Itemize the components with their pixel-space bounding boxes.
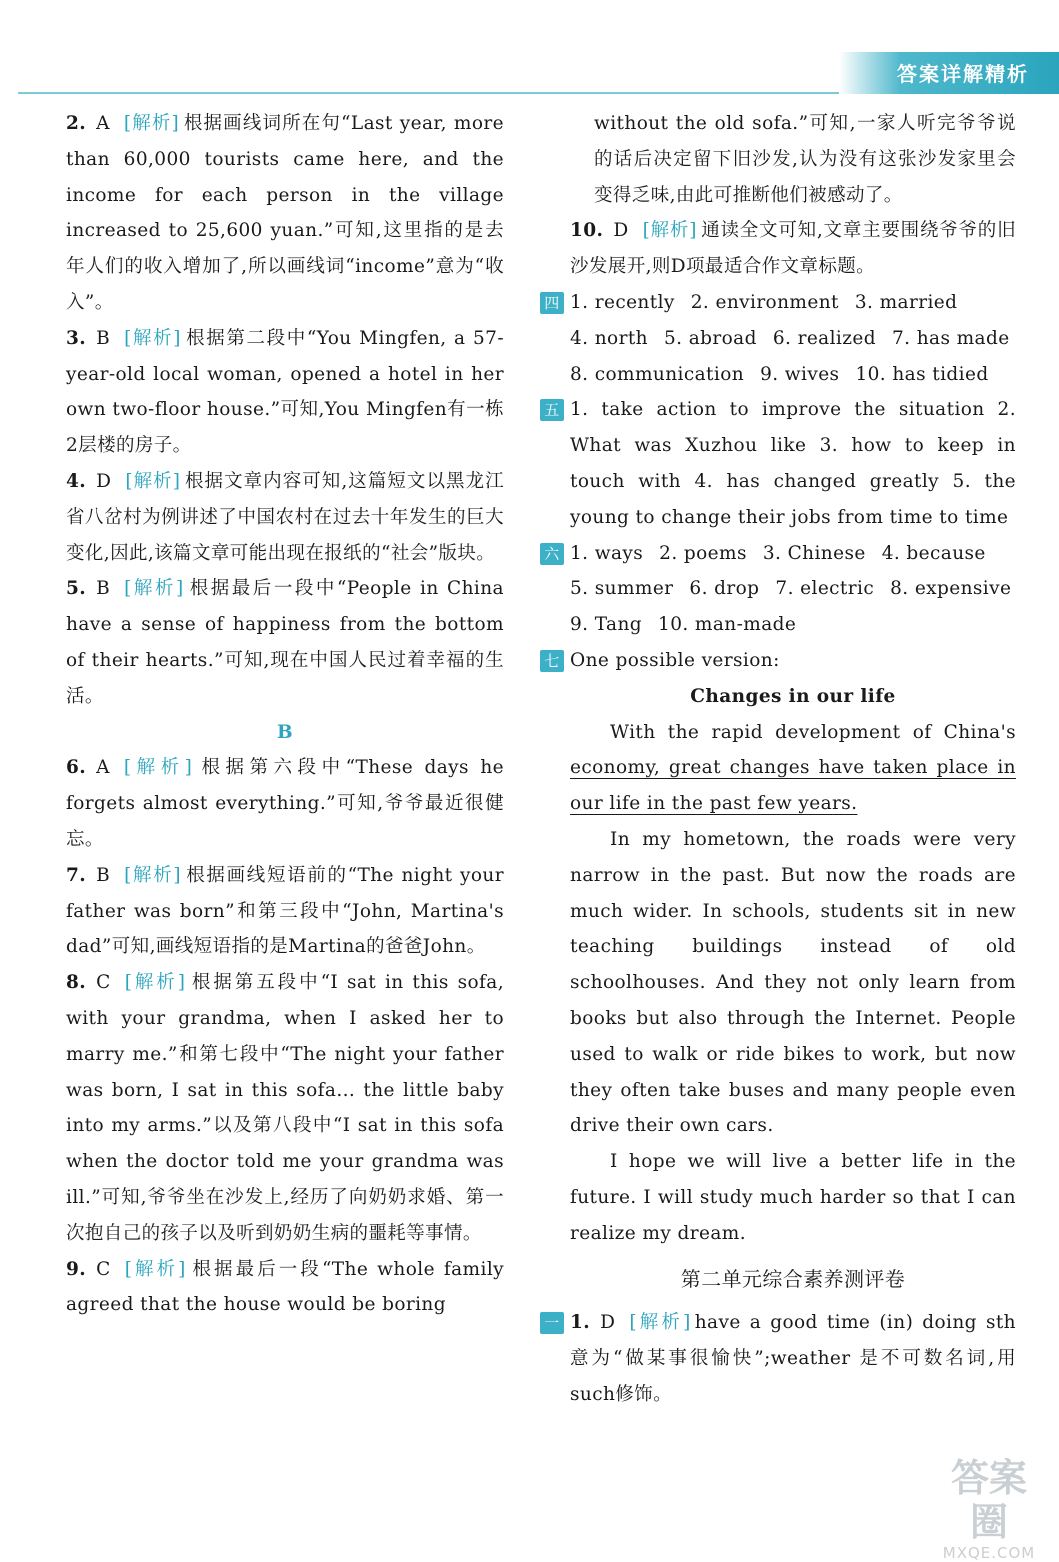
answer-entry: 3. married — [854, 291, 958, 313]
answer-item-6 — [66, 750, 504, 857]
question-number: 8. — [66, 972, 87, 994]
section-badge-7: 七 — [540, 650, 564, 672]
analysis-text: 通读全文可知,文章主要围绕爷爷的旧沙发展开,则D项最适合作文章标题。 — [570, 220, 1016, 278]
question-number: 5. — [66, 578, 87, 600]
analysis-tag: [解析] — [124, 327, 181, 349]
watermark-url: MXQE.COM — [942, 1544, 1036, 1562]
section-5-answers: 1. take action to improve the situation 2. What was Xuzhou like 3. how to keep in touch with 4. has changed greatly 5. the young to change their jobs from time to time — [570, 399, 1016, 528]
answer-item-9 — [66, 1252, 504, 1324]
unit-title: 第二单元综合素养测评卷 — [680, 1266, 906, 1291]
watermark-text: 答案圈 — [950, 1456, 1027, 1544]
answer-line — [570, 536, 1016, 572]
answer-entry: 7. electric — [775, 578, 875, 600]
answer-choice: A — [96, 113, 110, 134]
analysis-text: 根据第二段中“You Mingfen, a 57-year-old local woman, opened a hotel in her own two-floor house.”可知,You Mingfen有一栋2层楼的房子。 — [66, 327, 504, 457]
answer-entry: 2. poems — [659, 542, 747, 564]
question-number: 9. — [66, 1258, 87, 1280]
analysis-tag: [解析] — [124, 972, 186, 994]
answer-choice: A — [96, 757, 110, 779]
answer-item-10 — [570, 213, 1016, 285]
analysis-tag: [解析] — [629, 1312, 691, 1334]
answer-entry: 4. north — [570, 327, 648, 349]
answer-choice: D — [613, 220, 629, 242]
section-4 — [544, 285, 1016, 392]
analysis-tag: [解析] — [123, 113, 180, 134]
essay-intro: One possible version: — [570, 649, 780, 671]
analysis-text: have a good time (in) doing sth 意为“做某事很愉快”;weather 是不可数名词,用such修饰。 — [570, 1312, 1016, 1405]
answer-line — [570, 321, 1016, 357]
answer-item-1 — [570, 1305, 1016, 1412]
answer-entry: 9. Tang — [570, 614, 643, 636]
answer-item-8 — [66, 965, 504, 1251]
question-number: 6. — [66, 757, 87, 779]
question-number: 2. — [66, 113, 87, 134]
answer-choice: C — [96, 1258, 111, 1280]
analysis-text: 根据最后一段“The whole family agreed that the house would be boring — [66, 1258, 504, 1316]
answer-entry: 3. Chinese — [762, 542, 866, 564]
answer-item-4 — [66, 464, 504, 571]
answer-entry: 2. environment — [690, 291, 839, 313]
answer-item-7 — [66, 858, 504, 965]
answer-choice: C — [96, 972, 111, 994]
answer-item-9-continued: without the old sofa.”可知,一家人听完爷爷说的话后决定留下旧沙发,认为没有这张沙发家里会变得乏味,由此可推断他们被感动了。 — [594, 113, 1016, 206]
left-column — [66, 106, 504, 1323]
answer-entry: 1. recently — [570, 291, 675, 313]
answer-item-2 — [66, 106, 504, 321]
answer-entry: 7. has made — [891, 327, 1010, 349]
answer-item-3 — [66, 321, 504, 464]
question-number: 3. — [66, 327, 87, 349]
analysis-tag: [解析] — [123, 757, 193, 779]
section-1 — [544, 1305, 1016, 1412]
essay-text: With the rapid development of China's — [610, 721, 1016, 743]
analysis-text: 根据第六段中“These days he forgets almost everything.”可知,爷爷最近很健忘。 — [66, 757, 504, 850]
section-badge-4: 四 — [540, 292, 564, 314]
essay-title: Changes in our life — [690, 685, 896, 707]
analysis-tag: [解析] — [124, 1258, 186, 1280]
analysis-text: 根据第五段中“I sat in this sofa, with your grandma, when I asked her to marry me.”和第七段中“The night your father was born, I sat in this sofa... the little baby into my arms.”以及第八段中“I sat in this sofa when the doctor told me your grandma was ill.”可知,爷爷坐在沙发上,经历了向奶奶求婚、第一次抱自己的孩子以及听到奶奶生病的噩耗等事情。 — [66, 972, 504, 1244]
analysis-tag: [解析] — [642, 220, 697, 242]
section-b-heading: B — [276, 721, 294, 743]
analysis-tag: [解析] — [125, 470, 181, 492]
analysis-tag: [解析] — [124, 864, 181, 886]
answer-entry: 10. man-made — [658, 614, 797, 636]
answer-line — [570, 607, 1016, 643]
answer-choice: B — [96, 864, 111, 886]
question-number: 4. — [66, 470, 87, 492]
analysis-tag: [解析] — [124, 578, 184, 600]
section-6 — [544, 536, 1016, 643]
page-header-title: 答案详解精析 — [897, 62, 1029, 86]
answer-choice: B — [96, 327, 111, 349]
answer-line — [570, 571, 1016, 607]
essay-paragraph-2: In my hometown, the roads were very narrow in the past. But now the roads are much wider. In schools, students sit in new teaching buildings instead of old schoolhouses. And they not only learn from books but also through the Internet. People used to walk or ride bikes to work, but now they often take buses and many people even drive their own cars. — [570, 828, 1016, 1137]
analysis-text: 根据画线词所在句“Last year, more than 60,000 tourists came here, and the income for each person in the village increased to 25,600 yuan.”可知,这里指的是去年人们的收入增加了,所以画线词“income”意为“收入”。 — [66, 113, 504, 313]
answer-entry: 6. realized — [772, 327, 876, 349]
analysis-text: 根据最后一段中“People in China have a sense of happiness from the bottom of their hearts.”可知,现在中国人民过着幸福的生活。 — [66, 578, 504, 707]
watermark-logo — [933, 1456, 1045, 1562]
section-badge-5: 五 — [540, 399, 564, 421]
essay-paragraph-1 — [570, 715, 1016, 822]
answer-entry: 8. communication — [570, 363, 745, 385]
answer-entry: 4. because — [881, 542, 986, 564]
question-number: 1. — [570, 1312, 591, 1334]
section-badge-6: 六 — [540, 543, 564, 565]
answer-choice: D — [96, 470, 112, 492]
section-7 — [544, 643, 1016, 1252]
answer-line — [570, 357, 1016, 393]
answer-choice: B — [96, 578, 111, 600]
answer-entry: 9. wives — [760, 363, 840, 385]
answer-entry: 10. has tidied — [855, 363, 989, 385]
answer-entry: 5. abroad — [663, 327, 757, 349]
analysis-text: 根据画线短语前的“The night your father was born”和第三段中“John, Martina's dad”可知,画线短语指的是Martina的爸爸John。 — [66, 864, 504, 958]
essay-paragraph-3: I hope we will live a better life in the future. I will study much harder so that I can realize my dream. — [570, 1151, 1016, 1244]
section-5 — [544, 392, 1016, 535]
answer-line — [570, 285, 1016, 321]
right-column — [544, 106, 1016, 1413]
answer-entry: 8. expensive — [890, 578, 1012, 600]
answer-entry: 1. ways — [570, 542, 644, 564]
question-number: 10. — [570, 220, 604, 242]
analysis-text: 根据文章内容可知,这篇短文以黑龙江省八岔村为例讲述了中国农村在过去十年发生的巨大变化,因此,该篇文章可能出现在报纸的“社会”版块。 — [66, 470, 504, 564]
question-number: 7. — [66, 864, 87, 886]
section-badge-1: 一 — [540, 1312, 564, 1334]
answer-entry: 6. drop — [689, 578, 760, 600]
essay-underlined-text: economy, great changes have taken place in our life in the past few years. — [570, 757, 1016, 815]
answer-choice: D — [600, 1312, 616, 1334]
answer-entry: 5. summer — [570, 578, 674, 600]
answer-item-5 — [66, 571, 504, 714]
